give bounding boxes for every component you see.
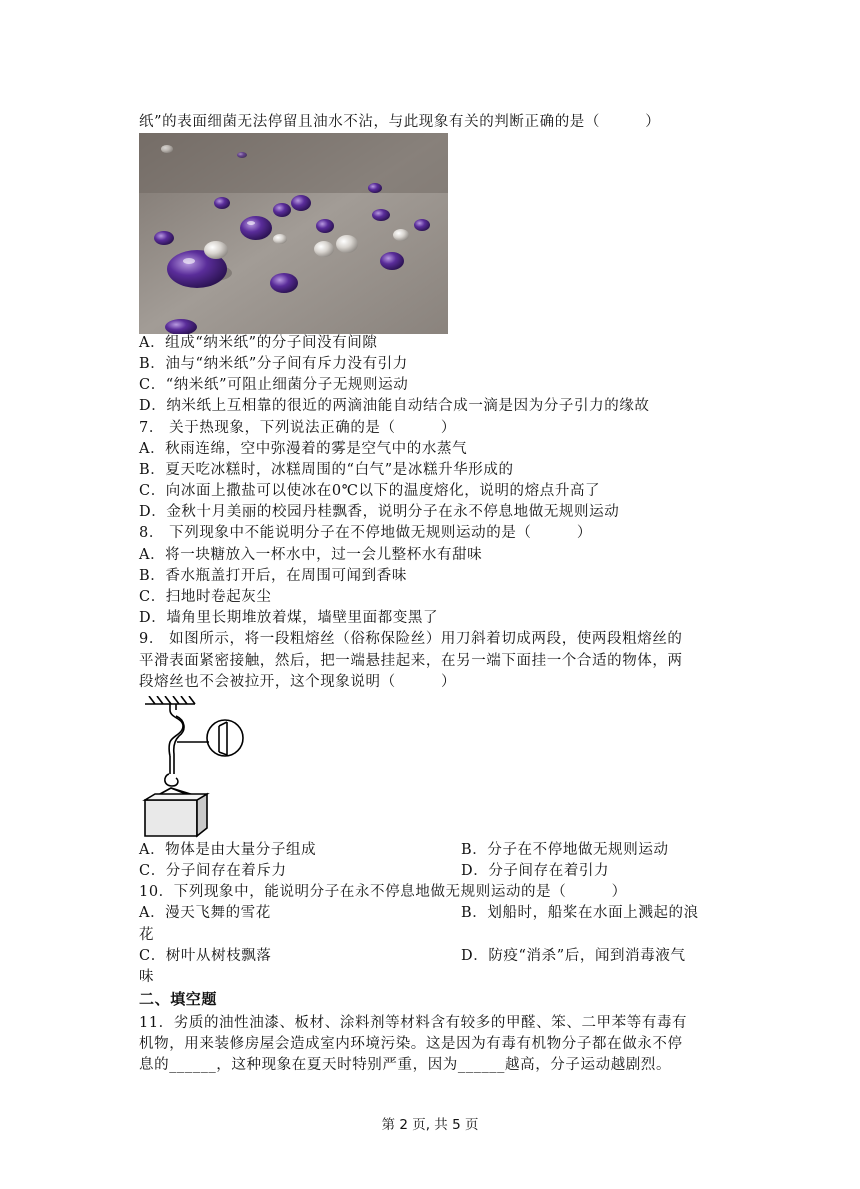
option-9b: B．分子在不停地做无规则运动 [461, 842, 669, 858]
option-8a: A．将一块糖放入一杯水中，过一会儿整杯水有甜味 [139, 547, 483, 563]
question-7-stem: 7． 关于热现象，下列说法正确的是（ ） [139, 420, 457, 436]
option-8c: C．扫地时卷起灰尘 [139, 589, 272, 605]
option-7a: A．秋雨连绵，空中弥漫着的雾是空气中的水蒸气 [139, 441, 468, 457]
option-8b: B．香水瓶盖打开后，在周围可闻到香味 [139, 568, 407, 584]
question-11-line1: 11．劣质的油性油漆、板材、涂料剂等材料含有较多的甲醛、笨、二甲苯等有毒有 [139, 1015, 688, 1031]
option-7d: D．金秋十月美丽的校园丹桂飘香，说明分子在永不停息地做无规则运动 [139, 504, 620, 520]
option-9a: A．物体是由大量分子组成 [139, 842, 317, 858]
question-9-stem-line2: 平滑表面紧密接触，然后，把一端悬挂起来，在另一端下面挂一个合适的物体，两 [139, 653, 683, 669]
option-9d: D．分子间存在着引力 [461, 863, 610, 879]
fuse-wire-hanging-diagram [139, 696, 279, 838]
question-9-stem-line3: 段熔丝也不会被拉开，这个现象说明（ ） [139, 674, 457, 690]
section-heading-fill-in: 二、填空题 [139, 990, 218, 1008]
option-9c: C．分子间存在着斥力 [139, 863, 287, 879]
question-6-stem-end: 纸”的表面细菌无法停留且油水不沾，与此现象有关的判断正确的是（ ） [139, 114, 661, 130]
nano-paper-droplets-photo [139, 133, 448, 334]
question-11-line2: 机物，用来装修房屋会造成室内环境污染。这是因为有毒有机物分子都在做永不停 [139, 1036, 683, 1052]
option-6c: C．“纳米纸”可阻止细菌分子无规则运动 [139, 377, 409, 393]
option-10d-wrap: 味 [139, 969, 155, 985]
option-10a: A．漫天飞舞的雪花 [139, 905, 271, 921]
option-6b: B．油与“纳米纸”分子间有斥力没有引力 [139, 356, 408, 372]
page-number-footer: 第 2 页, 共 5 页 [381, 1117, 479, 1133]
option-7b: B．夏天吃冰糕时，冰糕周围的“白气”是冰糕升华形成的 [139, 462, 514, 478]
question-10-stem: 10．下列现象中，能说明分子在永不停息地做无规则运动的是（ ） [139, 884, 627, 900]
option-10b: B．划船时，船桨在水面上溅起的浪 [461, 905, 699, 921]
option-10d: D．防疫“消杀”后，闻到消毒液气 [461, 948, 686, 964]
question-8-stem: 8． 下列现象中不能说明分子在不停地做无规则运动的是（ ） [139, 525, 592, 541]
option-10b-wrap: 花 [139, 927, 155, 943]
option-10c: C．树叶从树枝飘落 [139, 948, 272, 964]
question-11-line3: 息的______，这种现象在夏天时特别严重，因为______越高，分子运动越剧烈。 [139, 1057, 672, 1073]
option-8d: D．墙角里长期堆放着煤，墙壁里面都变黑了 [139, 610, 439, 626]
option-7c: C．向冰面上撒盐可以使冰在0℃以下的温度熔化，说明的熔点升高了 [139, 483, 601, 499]
option-6d: D．纳米纸上互相靠的很近的两滴油能自动结合成一滴是因为分子引力的缘故 [139, 398, 650, 414]
question-9-stem-line1: 9． 如图所示，将一段粗熔丝（俗称保险丝）用刀斜着切成两段，使两段粗熔丝的 [139, 631, 683, 647]
option-6a: A．组成“纳米纸”的分子间没有间隙 [139, 335, 378, 351]
